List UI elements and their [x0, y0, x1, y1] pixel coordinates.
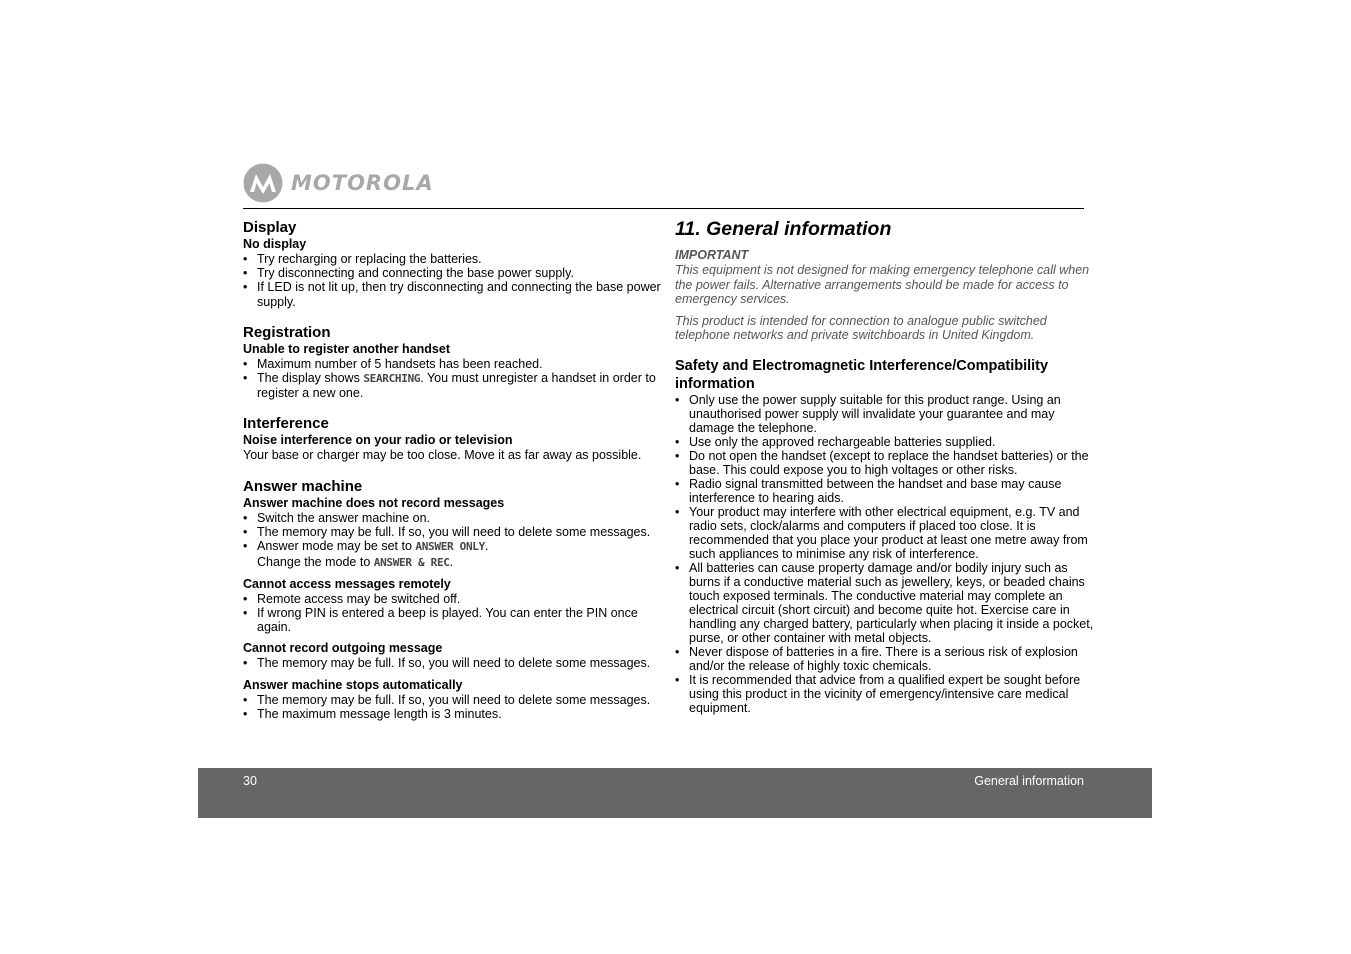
list-item: • Never dispose of batteries in a fire. There is a serious risk of explosion and/or the release of highly toxic chemicals. [675, 644, 1078, 673]
stops-automatically-list [243, 693, 663, 721]
register-subheading: Unable to register another handset [243, 341, 450, 356]
list-item: • Do not open the handset (except to replace the handset batteries) or the base. This could expose you to high voltages or other risks. [675, 448, 1089, 477]
important-heading: IMPORTANT [675, 248, 749, 262]
list-item: • The memory may be full. If so, you will need to delete some messages. [243, 656, 651, 671]
important-paragraph-1: This equipment is not designed for making emergency telephone call when the power fails. Alternative arrangements should be made for access to emergency services. [675, 263, 1090, 306]
list-item: • The memory may be full. If so, you will need to delete some messages. [243, 525, 651, 540]
list-item: • If wrong PIN is entered a beep is played. You can enter the PIN once again. [243, 605, 638, 635]
outgoing-message-subheading: Cannot record outgoing message [243, 641, 443, 656]
display-text-answer-rec: ANSWER & REC [373, 555, 450, 569]
motorola-batwing-icon [243, 163, 283, 203]
display-text-searching: SEARCHING [363, 372, 421, 386]
header-rule [243, 208, 1084, 209]
stops-automatically-subheading: Answer machine stops automatically [243, 677, 463, 692]
motorola-logo [243, 163, 434, 203]
no-record-list [243, 511, 663, 570]
interference-text: Your base or charger may be too close. Move it as far away as possible. [243, 448, 642, 463]
list-item: • It is recommended that advice from a qualified expert be sought before using this product in the vicinity of emergency/intensive care medical equipment. [675, 672, 1081, 715]
brand-name: MOTOROLA [291, 171, 434, 195]
list-item: • Switch the answer machine on. [243, 510, 431, 525]
list-item: • Try recharging or replacing the batteries. [243, 252, 482, 266]
general-information-column [675, 217, 1095, 715]
troubleshooting-column [243, 219, 663, 721]
display-heading: Display [243, 219, 297, 236]
list-item: • Maximum number of 5 handsets has been reached. [243, 356, 543, 371]
display-list [243, 252, 663, 309]
page-footer [198, 768, 1152, 818]
outgoing-message-list [243, 656, 663, 670]
remote-access-subheading: Cannot access messages remotely [243, 576, 451, 591]
registration-heading: Registration [243, 323, 331, 341]
list-item: • Use only the approved rechargeable batteries supplied. [675, 434, 996, 449]
important-paragraph-2: This product is intended for connection to analogue public switched telephone networks and private switchboards in United Kingdom. [675, 313, 1047, 342]
no-record-subheading: Answer machine does not record messages [243, 495, 505, 510]
list-item: • Try disconnecting and connecting the base power supply. [243, 266, 574, 281]
list-item: • Only use the power supply suitable for this product range. Using an unauthorised power supply will invalidate your guarantee and may damage the telephone. [675, 392, 1061, 435]
footer-section-title: General information [974, 774, 1084, 788]
list-item: • Answer mode may be set to ANSWER ONLY. Change the mode to ANSWER & REC. [243, 539, 489, 569]
answer-machine-heading: Answer machine [243, 477, 363, 495]
list-item: • If LED is not lit up, then try disconnecting and connecting the base power supply. [243, 280, 661, 309]
safety-list [675, 393, 1095, 715]
registration-list [243, 357, 663, 401]
list-item: • Radio signal transmitted between the handset and base may cause interference to hearing aids. [675, 476, 1062, 505]
interference-heading: Interference [243, 415, 329, 433]
list-item: • Your product may interfere with other electrical equipment, e.g. TV and radio sets, clock/alarms and computers if placed too close. It is recommended that you place your product at least one metre away from such appliances to minimise any risk of interference. [675, 504, 1088, 561]
page-number: 30 [243, 774, 257, 788]
list-item: • The memory may be full. If so, you will need to delete some messages. [243, 692, 651, 707]
no-display-subheading: No display [243, 237, 307, 251]
display-text-answer-only: ANSWER ONLY [415, 540, 485, 554]
list-item: • The maximum message length is 3 minutes. [243, 706, 502, 721]
safety-heading: Safety and Electromagnetic Interference/Compatibility information [675, 357, 1049, 392]
list-item: • The display shows SEARCHING. You must unregister a handset in order to register a new one. [243, 371, 656, 401]
page-title: 11. General information [675, 218, 892, 240]
list-item: • Remote access may be switched off. [243, 591, 461, 606]
list-item: • All batteries can cause property damage and/or bodily injury such as burns if a conductive material such as jewellery, keys, or beaded chains touch exposed terminals. The conductive material may complete an electrical circuit (short circuit) and become quite hot. Exercise care in handling any charged battery, particularly when placing it inside a pocket, purse, or other container with metal objects. [675, 560, 1094, 645]
remote-access-list [243, 592, 663, 635]
noise-subheading: Noise interference on your radio or television [243, 433, 513, 448]
